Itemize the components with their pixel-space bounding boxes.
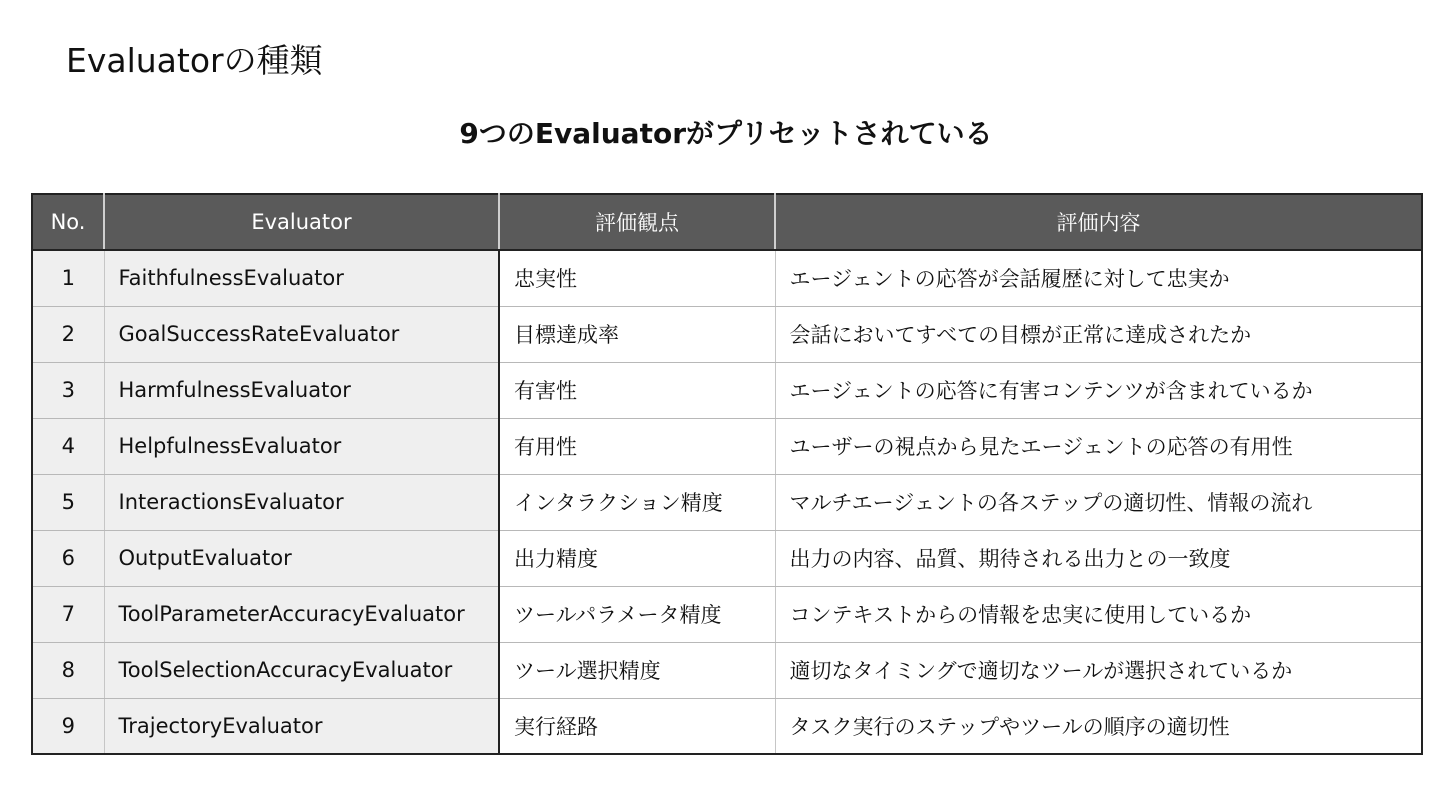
evaluation-description: タスク実行のステップやツールの順序の適切性: [775, 698, 1422, 754]
evaluation-aspect: ツールパラメータ精度: [499, 586, 775, 642]
table-header-row: [32, 194, 1422, 250]
row-number: 7: [32, 586, 104, 642]
table-row: [32, 418, 1422, 474]
row-number: 4: [32, 418, 104, 474]
evaluation-aspect: 目標達成率: [499, 306, 775, 362]
row-number: 2: [32, 306, 104, 362]
page-subtitle: 9つのEvaluatorがプリセットされている: [459, 117, 993, 150]
table-row: [32, 474, 1422, 530]
evaluator-table: [31, 193, 1423, 755]
evaluation-description: マルチエージェントの各ステップの適切性、情報の流れ: [775, 474, 1422, 530]
row-number: 3: [32, 362, 104, 418]
evaluation-aspect: 有用性: [499, 418, 775, 474]
evaluation-description: ユーザーの視点から見たエージェントの応答の有用性: [775, 418, 1422, 474]
evaluator-name: GoalSuccessRateEvaluator: [104, 306, 499, 362]
evaluator-name: HarmfulnessEvaluator: [104, 362, 499, 418]
table-row: [32, 586, 1422, 642]
header-aspect: 評価観点: [499, 194, 775, 250]
evaluator-name: FaithfulnessEvaluator: [104, 250, 499, 306]
table-row: [32, 698, 1422, 754]
evaluation-description: 出力の内容、品質、期待される出力との一致度: [775, 530, 1422, 586]
evaluator-name: InteractionsEvaluator: [104, 474, 499, 530]
evaluator-name: TrajectoryEvaluator: [104, 698, 499, 754]
table-row: [32, 530, 1422, 586]
table-row: [32, 642, 1422, 698]
evaluation-description: エージェントの応答が会話履歴に対して忠実か: [775, 250, 1422, 306]
evaluator-name: HelpfulnessEvaluator: [104, 418, 499, 474]
row-number: 8: [32, 642, 104, 698]
header-evaluator: Evaluator: [104, 194, 499, 250]
row-number: 9: [32, 698, 104, 754]
table-row: [32, 250, 1422, 306]
evaluation-description: コンテキストからの情報を忠実に使用しているか: [775, 586, 1422, 642]
evaluation-aspect: 有害性: [499, 362, 775, 418]
evaluator-name: OutputEvaluator: [104, 530, 499, 586]
row-number: 5: [32, 474, 104, 530]
evaluator-name: ToolSelectionAccuracyEvaluator: [104, 642, 499, 698]
row-number: 6: [32, 530, 104, 586]
table-row: [32, 362, 1422, 418]
evaluation-aspect: 出力精度: [499, 530, 775, 586]
page-title: Evaluatorの種類: [66, 41, 323, 80]
evaluation-description: エージェントの応答に有害コンテンツが含まれているか: [775, 362, 1422, 418]
evaluation-aspect: インタラクション精度: [499, 474, 775, 530]
evaluation-description: 会話においてすべての目標が正常に達成されたか: [775, 306, 1422, 362]
evaluation-aspect: 実行経路: [499, 698, 775, 754]
evaluator-name: ToolParameterAccuracyEvaluator: [104, 586, 499, 642]
evaluation-description: 適切なタイミングで適切なツールが選択されているか: [775, 642, 1422, 698]
table-header: [32, 194, 1422, 250]
row-number: 1: [32, 250, 104, 306]
header-description: 評価内容: [775, 194, 1422, 250]
header-no: No.: [32, 194, 104, 250]
evaluation-aspect: ツール選択精度: [499, 642, 775, 698]
table-row: [32, 306, 1422, 362]
evaluation-aspect: 忠実性: [499, 250, 775, 306]
table-body: [32, 250, 1422, 754]
